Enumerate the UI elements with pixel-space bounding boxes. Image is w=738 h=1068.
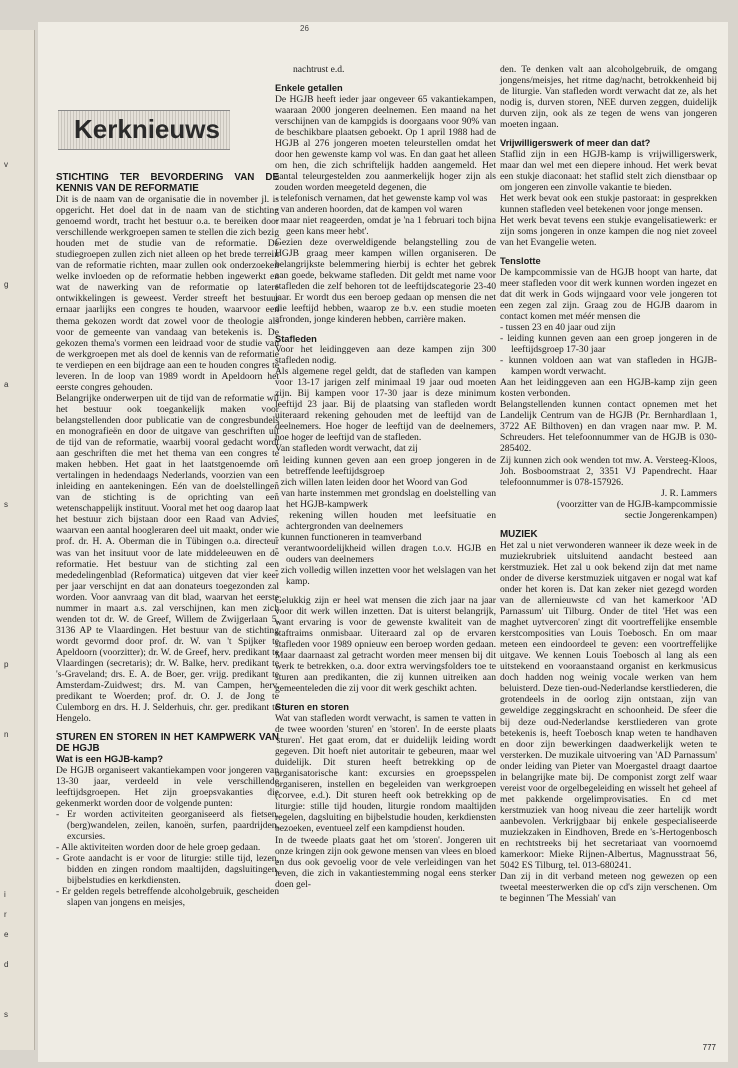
strip-mark: i bbox=[4, 890, 6, 899]
list-item: - zich willen laten leiden door het Woord van God bbox=[275, 476, 468, 488]
column-3 bbox=[500, 64, 717, 904]
paragraph: Het zal u niet verwonderen wanneer ik deze week in de muziekrubriek uitsluitend aandacht besteed aan kerstmuziek. Het zal u ook bekend zijn dat met name onder de diverse kerstmuziek uitgaven er nogal wat kaf onder het koren is. Dat kan zeker niet gezegd worden van de allernieuwste cd van het kamerkoor 'AD Parnassum' uit Tilburg. Onder de titel 'Het was een maghet uytvercoren' zingt dit voortreffelijke ensemble kerstcomposities van Louis Toebosch. En om maar meteen een eindoordeel te geven: een voortreffelijke uitgave. We kennen Louis Toebosch al lang als een uitstekend en vooraanstaand organist en kerkmusicus doch hadden nog weinig vocale werken van hem beluisterd. Deze tien-oud-Nederlandse kerstliederen, die grotendeels in de oorlog zijn ontstaan, zijn van geweldige zeggingskracht en schoonheid. De sfeer die bij deze oud-Nederlandse kerstliederen van grote betekenis is, heeft Toebosch knap weten te handhaven en door zijn bewerkingen daadwerkelijk weten te versterken. De muzikale uitvoering van 'AD Parnassum' onder leiding van Pieter van Moergastel draagt daartoe in belangrijke mate bij. De componist zorgt zelf waar vereist voor de orgelbegeleiding en wisselt het geheel af met pakkende orgelimprovisaties. En cd met kerstmuziek van hoog niveau die zeer hartelijk wordt aanbevolen. Verkrijgbaar bij enkele gespecialiseerde muziekzaken in Eindhoven, Brede en 's-Hertogenbosch en rechtstreeks bij het secretariaat van voornoemd kamerkoor: Mieke Rijnen-Albertus, Magnusstraat 56, 5042 ES Tilburg, tel. 013-680241. Dan zij in dit verband meteen nog gewezen op een tweetal meesterwerken die op cd's zijn verschenen. Om te beginnen 'The Messiah' van bbox=[500, 539, 717, 905]
paragraph: nachtrust e.d. bbox=[293, 64, 345, 75]
paragraph: De HGJB heeft ieder jaar ongeveer 65 vakantiekampen, waaraan 2000 jongeren deelnemen. Een maand na het verschijnen van de kampgids is doorgaans voor 90% van de beschikbare plaatsen geboekt. Op 1 april 1988 had de HGJB al 276 jongeren moeten teleurstellen omdat het door hen gewenste kamp vol was. En dan gaat het alleen om hen, die zich schriftelijk hadden aangemeld. Het aantal teleurgestelden zou aanmerkelijk hoger zijn als zouden worden meegeteld degenen, die bbox=[275, 93, 496, 193]
subheading: Tenslotte bbox=[500, 256, 541, 267]
list-item: - leiding kunnen geven aan een groep jongeren in de betreffende leeftijdsgroep bbox=[275, 454, 496, 477]
list-item: - maar niet reageerden, omdat je 'na 1 februari toch bijna geen kans meer hebt'. bbox=[275, 215, 496, 238]
page-top-mark: 26 bbox=[300, 24, 309, 33]
strip-mark: r bbox=[4, 910, 7, 919]
bullet-list bbox=[56, 809, 279, 908]
list-item: - telefonisch vernamen, dat het gewenste kamp vol was bbox=[275, 192, 488, 204]
list-item: - kunnen functioneren in teamverband bbox=[275, 531, 422, 543]
article-heading: STICHTING TER BEVORDERING VAN DE KENNIS VAN DE REFORMATIE bbox=[56, 172, 279, 194]
bullet-list bbox=[500, 322, 717, 377]
paragraph: Belangrijke onderwerpen uit de tijd van de reformatie wil het bestuur ook toegankelijk maken voor belangstellenden door publicatie van de congresbundels en monografieën en door de uitgave van geschriften uit de tijd van de reformatie, waarbij vooral gedacht wordt aan geschriften die met het thema van een congres te maken hebben. Het gaat in het laatstgenoemde om vertalingen in hedendaags Nederlands, voorzien van een inleiding en aantekeningen. Eén van de doelstellingen van de stichting is de oprichting van een wetenschappelijk instituut. Vooral met het oog daarop laat het bestuur zich bijstaan door een Raad van Advies, waarvan een aantal hoogleraren deel uit maakt, onder wie prof. dr. H. A. Oberman die in Tübingen o.a. directeur was van het insituut voor de late middeleeuwen en de reformatie. Het bestuur van de stichting zal een mededelingenblad (Reformatica) uitgeven dat vier keer per jaar verschijnt en dat aan donateurs toegezonden zal worden. Voor aanvraag van dit blad, waarvan het eerste nummer in maart a.s. zal verschijnen, kan men zich wenden tot dr. W. de Greef, Willem de Zwijgerlaan 5, 3136 AP te Vlaardingen. Het bestuur van de stichting wordt gevormd door prof. dr. W. van 't Spijker te Apeldoorn (voorzitter); dr. W. de Greef, herv. predikant te Vlaardingen (secretaris); dr. W. Balke, herv. predikant te 's-Graveland; drs. E. A. de Boer, ger. vrijg. predikant te Amsterdam-Zuidwest; drs. M. van Campen, herv. predikant te Woerden; prof. dr. O. J. de Jong te Culemborg en drs. H. J. Selderhuis, chr. ger. predikant te Hengelo. bbox=[56, 392, 279, 725]
list-item: - van anderen hoorden, dat de kampen vol waren bbox=[275, 204, 463, 216]
strip-mark: a bbox=[4, 380, 9, 389]
adjacent-page-strip bbox=[0, 30, 35, 1050]
strip-mark: v bbox=[4, 160, 8, 169]
list-item: - rekening willen houden met leefsituatie en achtergronden van deelnemers bbox=[275, 509, 496, 532]
article-heading: MUZIEK bbox=[500, 528, 538, 540]
list-item: - Alle aktiviteiten worden door de hele groep gedaan. bbox=[56, 842, 261, 854]
subheading: Wat is een HGJB-kamp? bbox=[56, 754, 164, 765]
bullet-list bbox=[275, 193, 496, 237]
list-item: - leiding kunnen geven aan een groep jongeren in de leeftijdsgroep 17-30 jaar bbox=[500, 332, 717, 356]
subheading: Vrijwilligerswerk of meer dan dat? bbox=[500, 138, 651, 149]
paragraph: Wat van stafleden wordt verwacht, is samen te vatten in de twee woorden 'sturen' en 'storen'. In de eerste plaats 'sturen'. Het gaat erom, dat er duidelijk leiding wordt gegeven. Dit hoeft niet autoritair te gebeuren, maar wel duidelijk. Dit sturen heeft betrekking op de organisatorische kant: excursies en groepsspelen organiseren, instellen en begeleiden van werkgroepen (corvee, e.d.). Dit sturen heeft ook betrekking op de liturgie: stille tijd houden, liturgie rondom maaltijden regelen, dagsluiting en bijbelstudie houden, kerkdiensten bezoeken, eventueel zelf een kampdienst houden. In de tweede plaats gaat het om 'storen'. Jongeren uit onze kringen zijn ook gewone mensen van vlees en bloed en dus ook gevoelig voor de vele verleidingen van het leven, die zich in vakantiestemming nogal eens sterker doen gel- bbox=[275, 712, 496, 890]
page-number: 777 bbox=[702, 1043, 716, 1052]
bullet-list bbox=[275, 455, 496, 588]
section-banner bbox=[58, 110, 230, 150]
column-1 bbox=[56, 172, 279, 908]
signature-title: (voorzitter van de HGJB-kampcommissie sectie Jongerenkampen) bbox=[556, 498, 717, 521]
signature-name: J. R. Lammers bbox=[661, 487, 717, 499]
subheading: Enkele getallen bbox=[275, 83, 343, 94]
strip-mark: e bbox=[4, 930, 9, 939]
paragraph: Gezien deze overweldigende belangstelling zou de HGJB graag meer kampen willen organiseren. De belangrijkste belemmering hierbij is echter het gebrek aan goede, bekwame stafleden. Dit geldt met name voor stafleden die zelf behoren tot de leeftijdscategorie 23-40 jaar. Er wordt dus een beroep gedaan op mensen die net die leeftijd hebben, waarop ze b.v. een studie moeten afronden, jonge kinderen hebben, carrière maken. bbox=[275, 237, 496, 326]
list-item: - kunnen voldoen aan wat van stafleden in HGJB-kampen wordt verwacht. bbox=[500, 355, 717, 378]
subheading: Stafleden bbox=[275, 333, 317, 344]
list-item: - van harte instemmen met grondslag en doelstelling van het HGJB-kampwerk bbox=[275, 487, 496, 510]
list-item: - tussen 23 en 40 jaar oud zijn bbox=[500, 321, 616, 333]
article-heading: STUREN EN STOREN IN HET KAMPWERK VAN DE HGJB bbox=[56, 732, 279, 755]
paragraph: den. Te denken valt aan alcoholgebruik, de omgang jongens/meisjes, het ritme dag/nacht, betrokkenheid bij de liturgie. Van stafleden wordt verwacht dat ze, als het nodig is, durven storen, NEE durven zeggen, duidelijk durven zijn, ook als ze tegen de wens van jongeren moeten ingaan. bbox=[500, 64, 717, 131]
paragraph: Voor het leidinggeven aan deze kampen zijn 300 stafleden nodig. Als algemene regel geldt, dat de stafleden van kampen voor 13-17 jarigen zelf minimaal 19 jaar oud moeten zijn. Bij kampen voor 17-30 jaar is deze minimum leeftijd 23 jaar. Bij de plaatsing van stafleden wordt uiteraard rekening gehouden met de leeftijd van de deelnemers. Hoe hoger de leeftijd van de deelnemers, hoe hoger de leeftijd van de stafleden. Van stafleden wordt verwacht, dat zij bbox=[275, 344, 496, 455]
paragraph: Gelukkig zijn er heel wat mensen die zich jaar na jaar voor dit werk willen inzetten. Dat is uiterst belangrijk, want ervaring is voor de gewenste kwaliteit van de staftraims onmisbaar. Uiteraard zal op de ervaren stafleden voor 1989 opnieuw een beroep worden gedaan. Maar daarnaast zal getracht worden meer mensen bij dit werk te betrekken, o.a. door extra wervingsfolders toe te sturen aan predikanten, die zij kunnen uitreiken aan gemeenteleden die zij voor dit werk geschikt achten. bbox=[275, 595, 496, 695]
newspaper-page bbox=[38, 22, 728, 1062]
paragraph: Aan het leidinggeven aan een HGJB-kamp zijn geen kosten verbonden. Belangstellenden kunnen contact opnemen met het Landelijk Centrum van de HGJB (Pr. Bernhardlaan 1, 3722 AE Bilthoven) en dan vragen naar mw. P. M. Schreuders. Het telefoonnummer van de HGJB is 030-285402. Zij kunnen zich ook wenden tot mw. A. Versteeg-Kloos, Joh. Bosboomstraat 2, 3351 VJ Papendrecht. Haar telefoonnummer is 078-157926. bbox=[500, 377, 717, 488]
column-2 bbox=[275, 64, 496, 890]
paragraph: De HGJB organiseert vakantiekampen voor jongeren van 13-30 jaar, verdeeld in vele verschillende leeftijdsgroepen. Het zijn groepsvakanties die gekenmerkt worden door de volgende punten: bbox=[56, 764, 279, 809]
strip-mark: n bbox=[4, 730, 9, 739]
section-title: Kerknieuws bbox=[74, 114, 220, 144]
list-item: - Er gelden regels betreffende alcoholgebruik, gescheiden slapen van jongens en meisjes, bbox=[56, 886, 279, 909]
strip-mark: d bbox=[4, 960, 9, 969]
strip-mark: g bbox=[4, 280, 9, 289]
strip-mark: s bbox=[4, 1010, 8, 1019]
paragraph: Staflid zijn in een HGJB-kamp is vrijwilligerswerk, maar dan wel met een diepere inhoud. Het werk bevat een stukje diaconaat: het staflid stelt zich dienstbaar op om jongeren een zinvolle vakantie te bieden. Het werk bevat ook een stukje pastoraat: in gesprekken kunnen stafleden veel betekenen voor jonge mensen. Het werk bevat tevens een stukje evangelisatiewerk: er zijn soms jongeren in onze kampen die nog niet zoveel van het Evangelie weten. bbox=[500, 148, 717, 249]
paragraph: Dit is de naam van de organisatie die in november jl. is opgericht. Het doel dat in de naam van de stichting genoemd wordt, tracht het bestuur o.a. te bereiken door verschillende werkgroepen samen te stellen die zich bezig houden met de studie van de reformatie. De studiegroepen zullen zich niet alleen op het brede terrein van de reformatie richten, maar zullen ook onderzoeken welke invloeden op de reformatie hebben ingewerkt en wat de nawerking van de reformatie op latere ontwikkelingen is geweest. Verder streeft het bestuur ernaar jaarlijks een congres te houden, waarvoor een thema gekozen wordt dat zowel voor de theologie als voor de gemeente van vandaag van betekenis is. De gekozen thema's vormen een leidraad voor de studie van de werkgroepen met als doel de kennis van de reformatie te verdiepen en een bijdrage aan een te houden congres te leveren. In de loop van 1989 wordt in Apeldoorn het eerste congres gehouden. bbox=[56, 194, 279, 393]
paragraph: De kampcommissie van de HGJB hoopt van harte, dat meer stafleden voor dit werk kunnen worden ingezet en dat dit werk in Gods wijngaard voor vele jongeren tot een zegen zal zijn. Graag zou de HGJB daarom in contact komen met méér mensen die bbox=[500, 266, 717, 322]
list-item: - zich volledig willen inzetten voor het welslagen van het kamp. bbox=[275, 564, 496, 588]
strip-mark: p bbox=[4, 660, 9, 669]
strip-mark: s bbox=[4, 500, 8, 509]
list-item: - Grote aandacht is er voor de liturgie: stille tijd, lezen, bidden en zingen rondom maaltijden, dagsluitingen, bijbelstudies en kerkdiensten. bbox=[56, 853, 279, 887]
list-item: - verantwoordelijkheid willen dragen t.o.v. HGJB en ouders van deelnemers bbox=[275, 542, 496, 565]
subheading: Sturen en storen bbox=[275, 702, 349, 713]
list-item: - Er worden activiteiten georganiseerd als fietsen, (berg)wandelen, zeilen, kanoën, surfen, paardrijden, excursies. bbox=[56, 808, 279, 843]
